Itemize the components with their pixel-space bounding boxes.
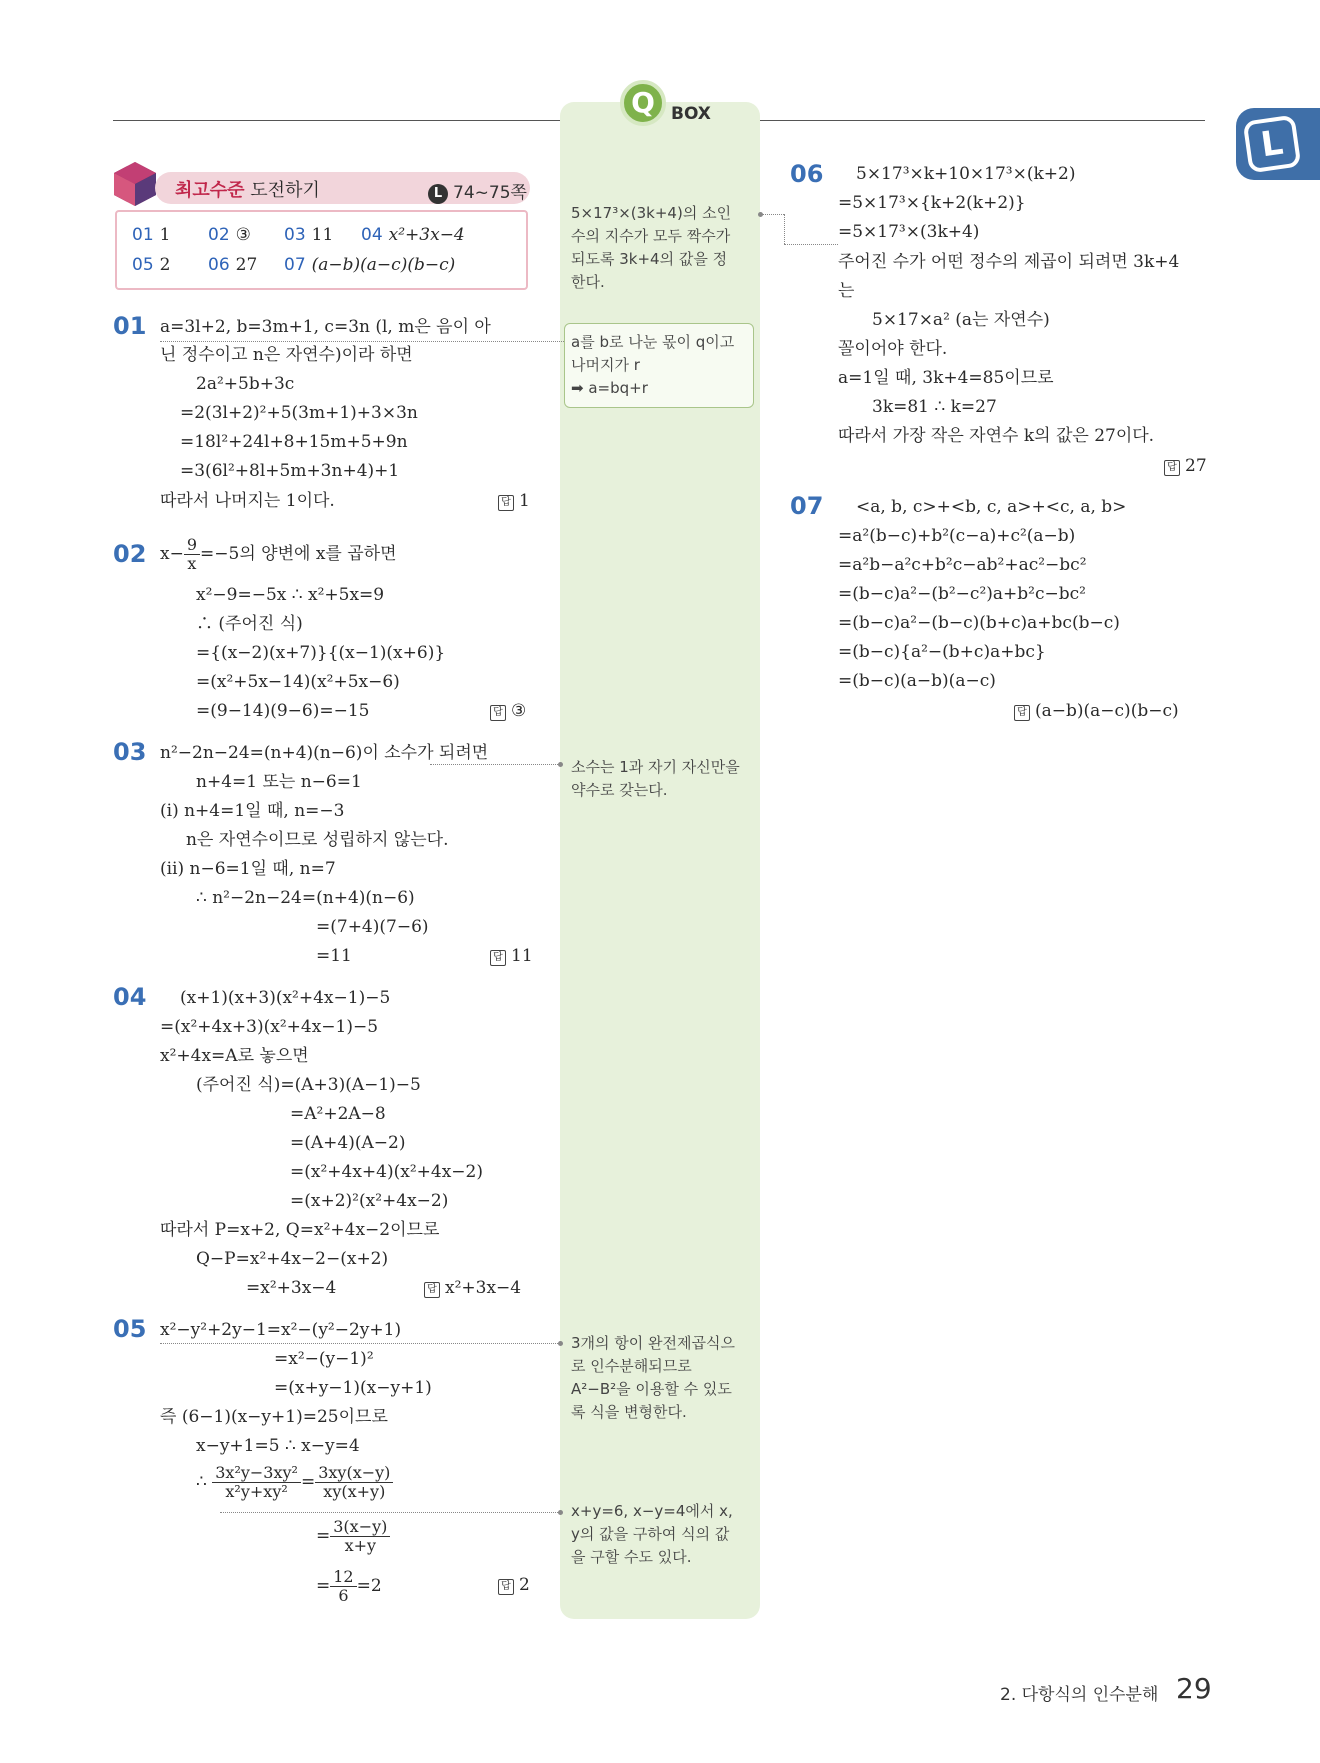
- problem-04-line: =x²+3x−4: [246, 1278, 337, 1298]
- answer-mark-icon: 답: [424, 1282, 440, 1298]
- qbox-note-4: 3개의 항이 완전제곱식으 로 인수분해되므로 A²−B²을 이용할 수 있도 록 식을 변형한다.: [571, 1334, 735, 1421]
- problem-04-answer: 답 x²+3x−4: [424, 1277, 521, 1299]
- problem-01-answer: 답 1: [498, 490, 530, 512]
- fraction: $\frac{9}{x}$: [184, 536, 200, 573]
- answer-mark-icon: 답: [490, 950, 506, 966]
- problem-02-line: =(9−14)(9−6)=−15: [196, 701, 370, 721]
- problem-07-line: =a²(b−c)+b²(c−a)+c²(a−b): [838, 526, 1076, 546]
- problem-number-02: 02: [113, 540, 147, 568]
- answer-03: 03 11: [284, 225, 334, 245]
- problem-07-line: =a²b−a²c+b²c−ab²+ac²−bc²: [838, 555, 1087, 575]
- connector-line: [220, 1512, 560, 1513]
- connector-dot: [558, 762, 563, 767]
- problem-01-line: 2a²+5b+3c: [196, 374, 295, 394]
- problem-01-line: =3(6l²+8l+5m+3n+4)+1: [180, 461, 400, 481]
- problem-06-line: 3k=81 ∴ k=27: [872, 397, 997, 417]
- problem-01-line: 따라서 나머지는 1이다.: [160, 491, 335, 511]
- problem-03-line: n+4=1 또는 n−6=1: [196, 772, 362, 792]
- problem-05-answer: 답 2: [498, 1574, 530, 1596]
- problem-07-line: =(b−c){a²−(b+c)a+bc}: [838, 642, 1046, 662]
- problem-06-line: 5×17×a² (a는 자연수): [872, 310, 1050, 330]
- problem-04-line: (x+1)(x+3)(x²+4x−1)−5: [180, 988, 391, 1008]
- problem-05-line: x²−y²+2y−1=x²−(y²−2y+1): [160, 1320, 402, 1340]
- problem-06-line: a=1일 때, 3k+4=85이므로: [838, 368, 1054, 388]
- problem-04-line: 따라서 P=x+2, Q=x²+4x−2이므로: [160, 1220, 440, 1240]
- page-reference: L 74~75쪽: [428, 178, 527, 204]
- problem-06-line: =5×17³×{k+2(k+2)}: [838, 193, 1026, 213]
- problem-07-line: =(b−c)a²−(b−c)(b+c)a+bc(b−c): [838, 613, 1120, 633]
- qbox-note-1: 5×17³×(3k+4)의 소인 수의 지수가 모두 짝수가 되도록 3k+4의 값을 정 한다.: [571, 204, 732, 291]
- fraction: $\frac{12}{6}$: [330, 1568, 356, 1605]
- problem-05-line: ∴ $\frac{\text{3x²y−3xy²}}{\text{x²y+xy²}}$ = $\frac{3xy(x-y)}{xy(x+y)}$: [196, 1464, 393, 1501]
- problem-03-line: =11: [316, 946, 352, 966]
- connector-line: [784, 214, 785, 244]
- problem-06-line: 주어진 수가 어떤 정수의 제곱이 되려면 3k+4: [838, 252, 1180, 272]
- problem-number-03: 03: [113, 738, 147, 766]
- problem-05-line: = $\frac{12}{6}$ =2: [316, 1567, 382, 1605]
- problem-05-line: = $\frac{3(x-y)}{x+y}$: [316, 1518, 390, 1555]
- header-rule-right: [760, 120, 1205, 121]
- fraction: $\frac{3xy(x-y)}{xy(x+y)}$: [315, 1464, 393, 1501]
- problem-04-line: =A²+2A−8: [290, 1104, 386, 1124]
- problem-number-07: 07: [790, 492, 824, 520]
- header-rule-left: [113, 120, 560, 121]
- problem-07-line: <a, b, c>+<b, c, a>+<c, a, b>: [856, 497, 1127, 517]
- problem-04-line: =(x²+4x+4)(x²+4x−2): [290, 1162, 483, 1182]
- problem-number-05: 05: [113, 1315, 147, 1343]
- problem-number-01: 01: [113, 312, 147, 340]
- problem-01-line: =2(3l+2)²+5(3m+1)+3×3n: [180, 403, 418, 423]
- problem-02-answer: 답 ③: [490, 700, 526, 722]
- connector-dot: [558, 1510, 563, 1515]
- qbox-note-2: a를 b로 나눈 몫이 q이고 나머지가 r ➡ a=bq+r: [571, 333, 735, 397]
- problem-07-line: =(b−c)(a−b)(a−c): [838, 671, 996, 691]
- answer-mark-icon: 답: [1014, 705, 1030, 721]
- connector-line: [160, 1343, 560, 1344]
- problem-04-line: =(A+4)(A−2): [290, 1133, 406, 1153]
- problem-06-line: =5×17³×(3k+4): [838, 222, 980, 242]
- qbox-label: BOX: [671, 104, 711, 124]
- problem-05-line: x−y+1=5 ∴ x−y=4: [196, 1436, 360, 1456]
- qbox-icon: Q: [620, 80, 666, 126]
- problem-02-line: =(x²+5x−14)(x²+5x−6): [196, 672, 400, 692]
- fraction: $\frac{\text{3x²y−3xy²}}{\text{x²y+xy²}}$: [212, 1464, 301, 1501]
- problem-07-line: =(b−c)a²−(b²−c²)a+b²c−bc²: [838, 584, 1086, 604]
- problem-number-04: 04: [113, 983, 147, 1011]
- chapter-title: 2. 다항식의 인수분해: [1000, 1685, 1159, 1705]
- answer-mark-icon: 답: [498, 495, 514, 511]
- answer-04: 04 x²+3x−4: [361, 225, 465, 245]
- connector-line: [160, 341, 564, 342]
- problem-03-line: n²−2n−24=(n+4)(n−6)이 소수가 되려면: [160, 743, 489, 763]
- problem-03-line: (ⅰ) n+4=1일 때, n=−3: [160, 801, 345, 821]
- answer-05: 05 2: [132, 255, 171, 275]
- answer-mark-icon: 답: [1164, 460, 1180, 476]
- problem-02-line: x²−9=−5x ∴ x²+5x=9: [196, 585, 385, 605]
- answer-mark-icon: 답: [498, 1579, 514, 1595]
- answer-02: 02 ③: [208, 225, 251, 245]
- answer-07: 07 (a−b)(a−c)(b−c): [284, 255, 456, 275]
- answer-01: 01 1: [132, 225, 171, 245]
- answer-mark-icon: 답: [490, 705, 506, 721]
- problem-05-line: 즉 (6−1)(x−y+1)=25이므로: [160, 1407, 388, 1427]
- problem-06-line: 따라서 가장 작은 자연수 k의 값은 27이다.: [838, 426, 1155, 446]
- problem-02-line: x− $\frac{9}{x}$ =−5의 양변에 x를 곱하면: [160, 535, 397, 573]
- fraction: $\frac{3(x-y)}{x+y}$: [330, 1518, 390, 1555]
- problem-03-answer: 답 11: [490, 945, 533, 967]
- problem-04-line: =(x²+4x+3)(x²+4x−1)−5: [160, 1017, 379, 1037]
- connector-line: [762, 214, 784, 215]
- level-icon: L: [1243, 115, 1302, 174]
- problem-01-line: =18l²+24l+8+15m+5+9n: [180, 432, 408, 452]
- connector-line: [784, 244, 838, 245]
- problem-06-answer: 답 27: [1164, 455, 1207, 477]
- problem-03-line: ∴ n²−2n−24=(n+4)(n−6): [196, 888, 415, 908]
- answer-summary-box: [115, 210, 528, 290]
- problem-07-answer: 답 (a−b)(a−c)(b−c): [1014, 700, 1179, 722]
- page-number: 29: [1176, 1672, 1212, 1705]
- connector-line: [430, 764, 560, 765]
- problem-01-line: 닌 정수이고 n은 자연수)이라 하면: [160, 345, 413, 365]
- problem-02-line: ∴ (주어진 식): [196, 614, 303, 634]
- problem-number-06: 06: [790, 160, 824, 188]
- problem-06-line: 는: [838, 281, 855, 301]
- problem-05-line: =(x+y−1)(x−y+1): [274, 1378, 432, 1398]
- problem-02-line: ={(x−2)(x+7)}{(x−1)(x+6)}: [196, 643, 446, 663]
- problem-03-line: (ⅱ) n−6=1일 때, n=7: [160, 859, 336, 879]
- problem-04-line: =(x+2)²(x²+4x−2): [290, 1191, 449, 1211]
- problem-05-line: =x²−(y−1)²: [274, 1349, 374, 1369]
- problem-06-line: 5×17³×k+10×17³×(k+2): [856, 164, 1076, 184]
- problem-04-line: Q−P=x²+4x−2−(x+2): [196, 1249, 389, 1269]
- connector-dot: [558, 1341, 563, 1346]
- lesson-icon: L: [428, 184, 448, 204]
- qbox-note-3: 소수는 1과 자기 자신만을 약수로 갖는다.: [571, 758, 740, 799]
- hexagon-icon: [112, 160, 158, 208]
- qbox-note-5: x+y=6, x−y=4에서 x, y의 값을 구하여 식의 값 을 구할 수도 있다.: [571, 1502, 733, 1566]
- problem-04-line: (주어진 식)=(A+3)(A−1)−5: [196, 1075, 421, 1095]
- problem-03-line: =(7+4)(7−6): [316, 917, 429, 937]
- problem-04-line: x²+4x=A로 놓으면: [160, 1046, 309, 1066]
- problem-03-line: n은 자연수이므로 성립하지 않는다.: [186, 830, 449, 850]
- section-title: 최고수준 도전하기: [175, 180, 320, 201]
- answer-06: 06 27: [208, 255, 258, 275]
- problem-06-line: 꼴이어야 한다.: [838, 339, 948, 359]
- problem-01-line: a=3l+2, b=3m+1, c=3n (l, m은 음이 아: [160, 317, 491, 337]
